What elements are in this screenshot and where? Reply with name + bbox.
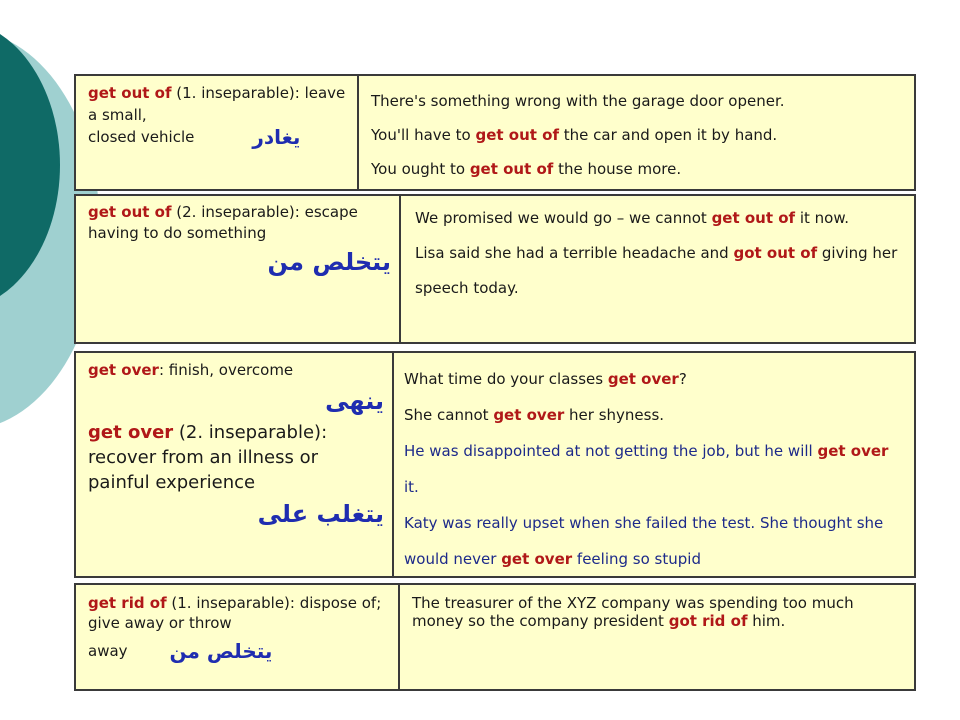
example-sentence [415, 201, 906, 236]
definition-cell [76, 76, 359, 189]
definition-tail: away [88, 642, 128, 660]
arabic-translation: ينهى [325, 387, 384, 415]
example-text: ? [678, 370, 687, 388]
definition-line [88, 126, 349, 148]
arabic-translation: يتخلص من [169, 639, 273, 663]
definition-tail: closed vehicle [88, 128, 195, 146]
arabic-translation-2: يتغلب على [257, 500, 384, 528]
example-text: it now. [795, 209, 850, 227]
example-text: Katy was really upset when she failed the test. She thought she would never [404, 514, 884, 568]
definition-text [88, 593, 390, 633]
arabic-translation: يتخلص من [267, 248, 391, 276]
example-sentence [404, 361, 906, 397]
example-text: What time do your classes [404, 370, 608, 388]
example-text: feeling so stupid [572, 550, 701, 568]
examples-cell [401, 196, 914, 342]
arabic-translation: يغادر [252, 125, 301, 149]
example-highlight: get over [493, 406, 565, 424]
example-highlight: got rid of [668, 612, 748, 630]
example-text: We promised we would go – we cannot [415, 209, 712, 227]
example-highlight: get out of [469, 160, 554, 178]
definition-cell [76, 585, 400, 689]
verb-term: get out of [88, 203, 172, 221]
definition-cell [76, 353, 394, 576]
examples-cell [394, 353, 914, 576]
example-text: You ought to [371, 160, 470, 178]
definition-text [88, 202, 391, 244]
definition-main: (2. inseparable): recover from an illness or painful experience [88, 422, 328, 493]
definition-text [88, 358, 384, 382]
example-sentence [412, 594, 906, 630]
verb-term: get over [88, 361, 159, 379]
definition-main: (1. inseparable): leave a small, [88, 84, 346, 124]
verb-term: get rid of [88, 594, 167, 612]
example-text: her shyness. [564, 406, 665, 424]
example-text: it. [404, 478, 419, 496]
definition-main: : finish, overcome [158, 361, 294, 379]
example-sentence [404, 505, 906, 577]
definition-text-2 [88, 420, 384, 495]
example-text: him. [747, 612, 786, 630]
phrasal-verb-card-get-out-of-2 [74, 194, 916, 344]
definition-main: (1. inseparable): dispose of; give away or throw [88, 594, 382, 632]
example-sentence [404, 433, 906, 505]
phrasal-verb-card-get-rid-of [74, 583, 916, 691]
example-text: the house more. [553, 160, 682, 178]
definition-line [88, 641, 390, 661]
definition-text [88, 82, 349, 126]
examples-cell [400, 585, 914, 689]
verb-term: get over [88, 422, 174, 443]
example-sentence [371, 152, 906, 186]
examples-cell [359, 76, 914, 189]
example-sentence [371, 118, 906, 152]
example-text: giving her speech today. [415, 244, 898, 297]
example-text: He was disappointed at not getting the job, but he will [404, 442, 818, 460]
example-highlight: got out of [733, 244, 818, 262]
example-highlight: get out of [475, 126, 559, 144]
example-sentence: There's something wrong with the garage door opener. [371, 92, 785, 110]
example-sentence [404, 397, 906, 433]
example-highlight: get over [817, 442, 889, 460]
example-text: You'll have to [371, 126, 476, 144]
definition-cell [76, 196, 401, 342]
example-highlight: get over [607, 370, 679, 388]
example-text: Lisa said she had a terrible headache and [415, 244, 734, 262]
example-text: She cannot [404, 406, 494, 424]
phrasal-verb-card-get-over [74, 351, 916, 578]
example-text: the car and open it by hand. [559, 126, 778, 144]
example-sentence [415, 236, 906, 306]
example-text: The treasurer of the XYZ company was spending too much money so the company president [412, 594, 854, 630]
definition-main: (2. inseparable): escape having to do something [88, 203, 358, 242]
phrasal-verb-card-get-out-of-1 [74, 74, 916, 191]
example-highlight: get over [501, 550, 573, 568]
example-highlight: get out of [711, 209, 796, 227]
verb-term: get out of [88, 84, 172, 102]
